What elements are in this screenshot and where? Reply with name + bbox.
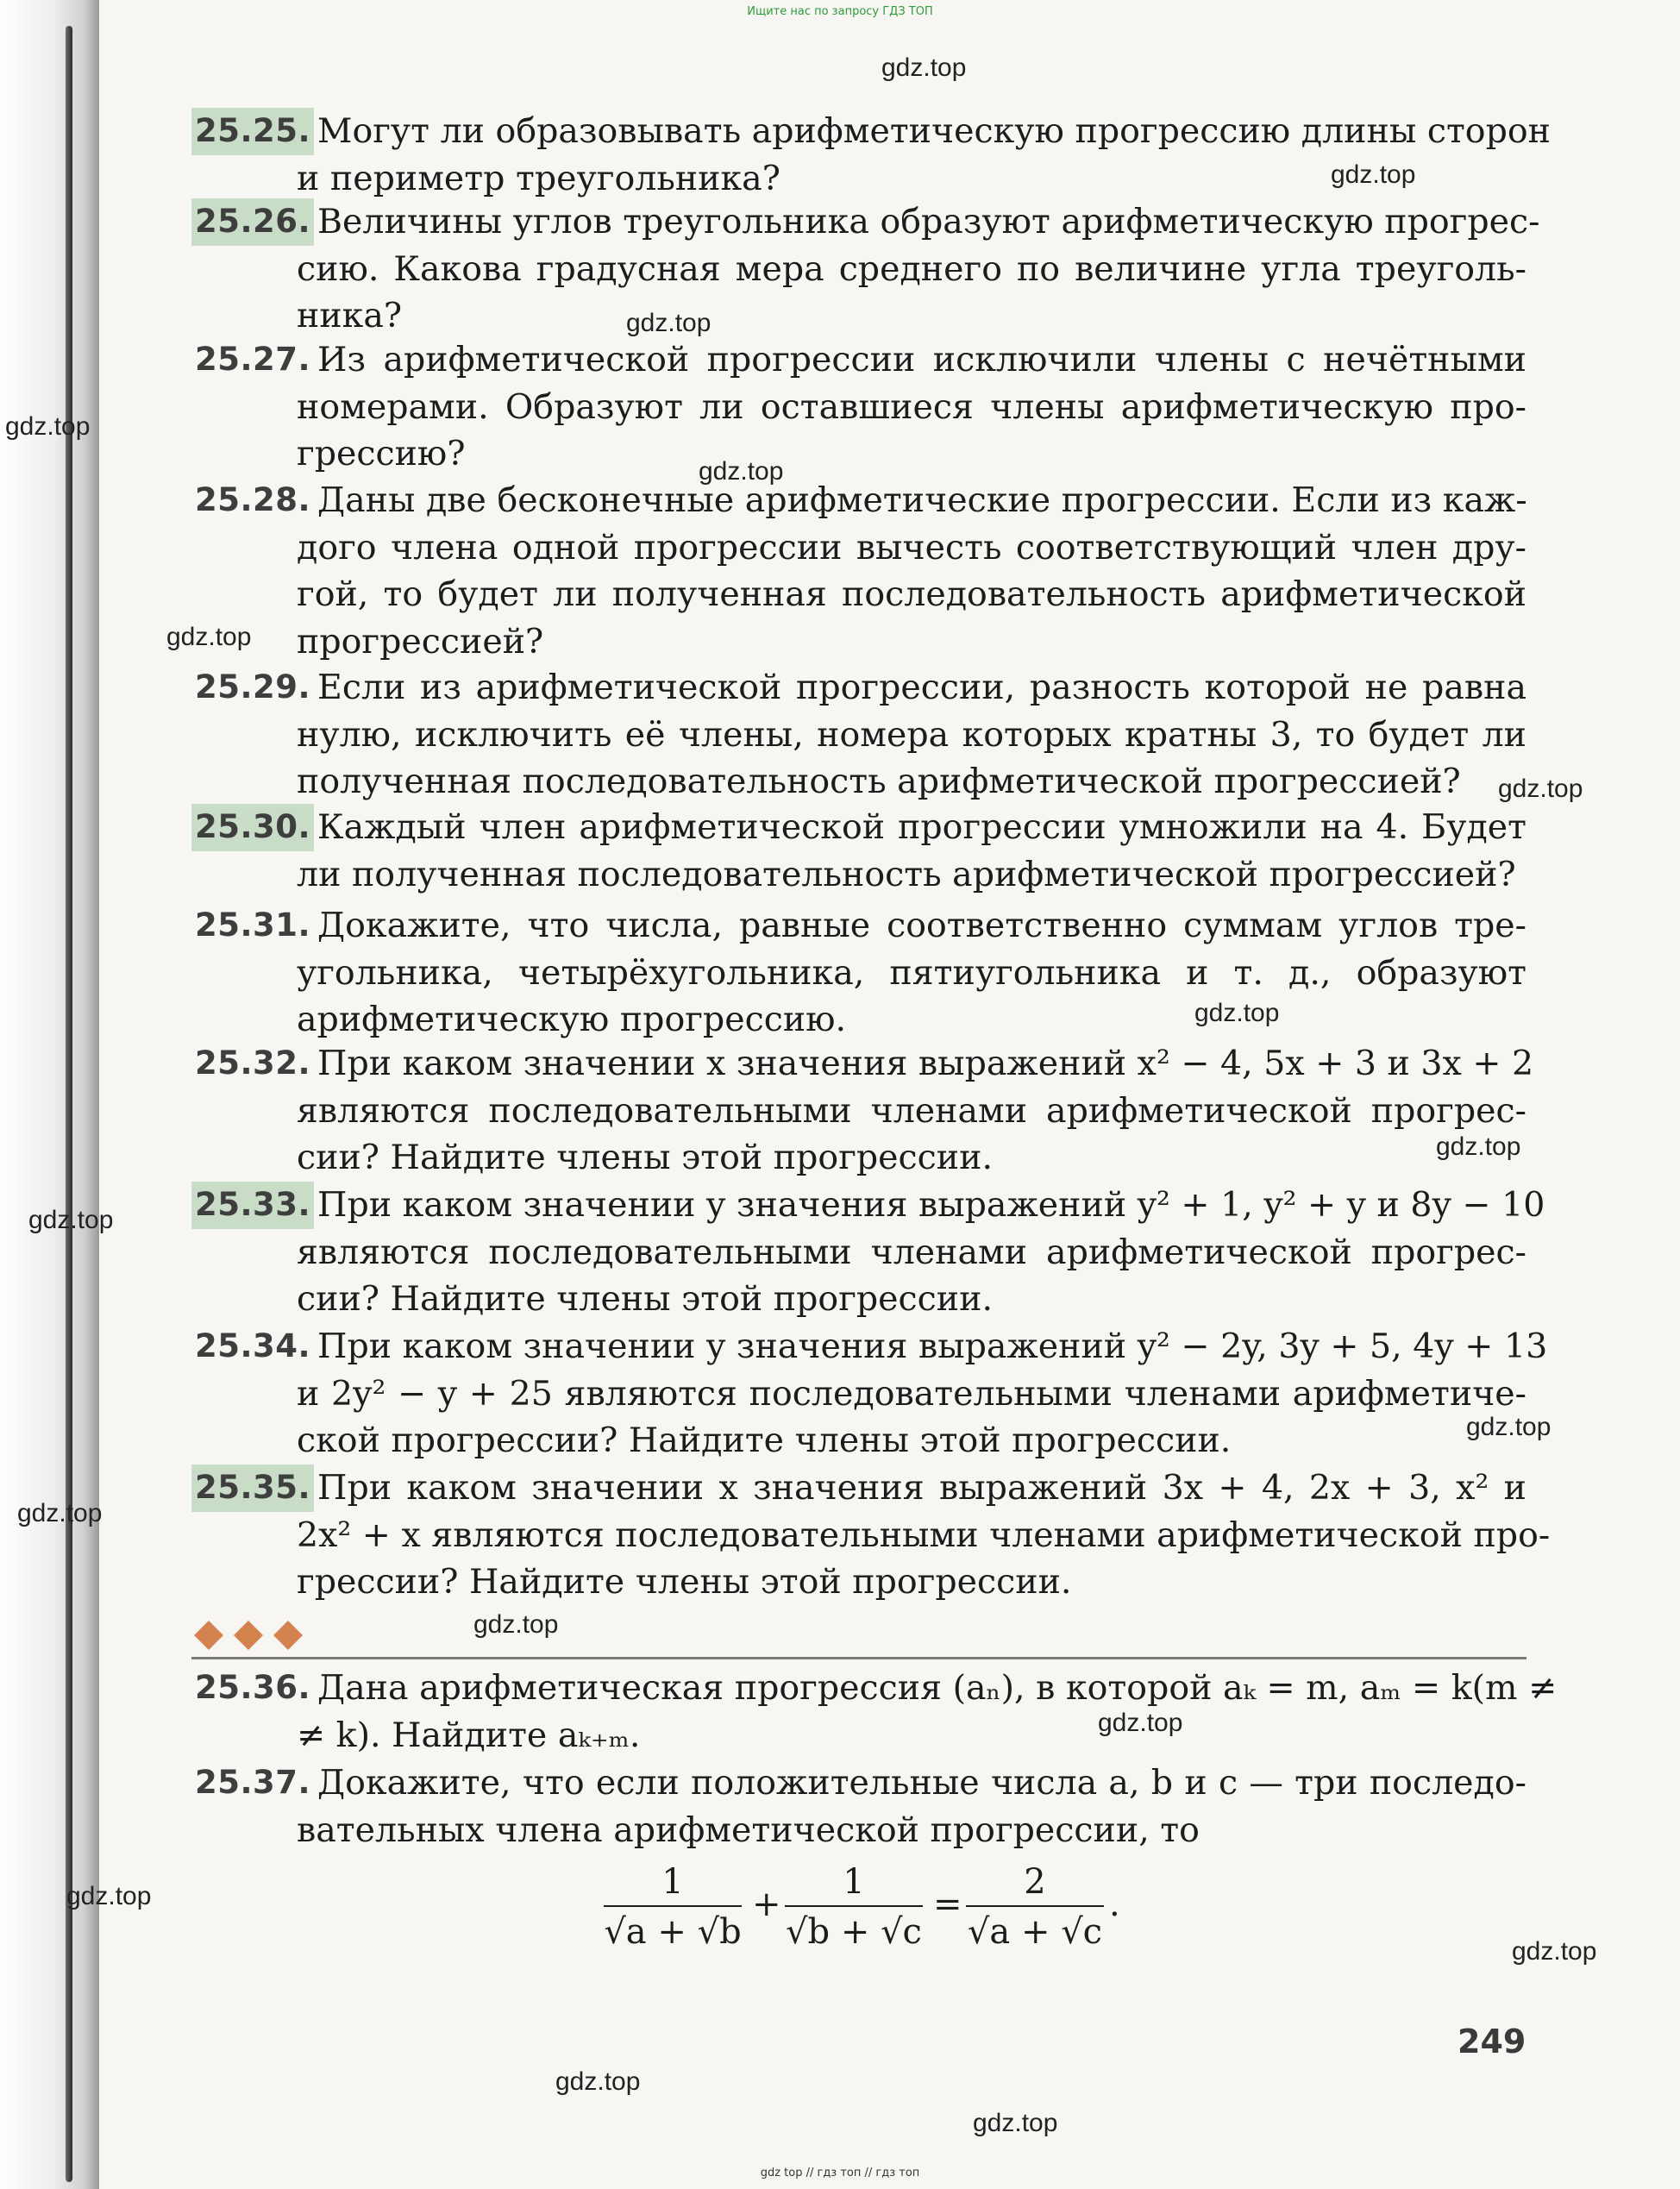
difficulty-diamonds: [195, 1620, 307, 1654]
problem-text-line: грессию?: [297, 434, 466, 474]
problem-text-line: При каком значении y значения выражений y² − 2y, 3y + 5, 4y + 13: [317, 1327, 1548, 1366]
watermark: gdz.top: [28, 1206, 114, 1234]
problem-25-31: [191, 902, 1526, 1044]
problem-25-37: [191, 1759, 1526, 1853]
problem-text-line: Докажите, что числа, равные соответственно суммам углов тре-: [317, 906, 1526, 945]
problem-number: 25.37.: [195, 1764, 311, 1801]
problem-number: 25.25.: [191, 108, 314, 155]
problem-number: 25.32.: [195, 1044, 311, 1082]
watermark: gdz.top: [973, 2109, 1058, 2137]
problem-25-34: [191, 1323, 1548, 1465]
problem-text-line: номерами. Образуют ли оставшиеся члены арифметическую про-: [297, 386, 1526, 427]
problem-text-line: При каком значении x значения выражений 3x + 4, 2x + 3, x² и: [317, 1468, 1526, 1508]
watermark: gdz.top: [473, 1610, 559, 1639]
plus-sign: +: [752, 1885, 781, 1924]
problem-number: 25.28.: [195, 481, 311, 518]
fraction-3: [966, 1859, 1104, 1957]
watermark: gdz.top: [1436, 1132, 1521, 1161]
section-divider: [191, 1657, 1526, 1659]
problem-text-line: прогрессией?: [297, 621, 544, 662]
problem-number: 25.34.: [195, 1327, 311, 1364]
problem-25-30: [191, 804, 1526, 898]
problem-text-line: При каком значении x значения выражений x² − 4, 5x + 3 и 3x + 2: [317, 1044, 1534, 1083]
problem-text-line: гой, то будет ли полученная последовательность арифметической: [297, 574, 1526, 614]
problem-text-line: являются последовательными членами арифметической прогрес-: [297, 1232, 1526, 1272]
problem-25-25: [191, 108, 1551, 202]
problem-number: 25.33.: [191, 1182, 314, 1229]
diamond-icon: [234, 1621, 263, 1650]
problem-25-36: [191, 1665, 1558, 1759]
watermark: gdz.top: [555, 2067, 641, 2096]
watermark: gdz.top: [1512, 1937, 1597, 1966]
watermark: gdz.top: [17, 1499, 103, 1527]
problem-text-line: Величины углов треугольника образуют арифметическую прогрес-: [317, 202, 1540, 241]
problem-text-line: сии? Найдите члены этой прогрессии.: [297, 1138, 994, 1177]
watermark: gdz.top: [1194, 999, 1280, 1027]
problem-text-line: Могут ли образовывать арифметическую прогрессию длины сторон: [317, 111, 1551, 151]
problem-text-line: Из арифметической прогрессии исключили члены с нечётными: [317, 340, 1526, 379]
numerator: 1: [661, 1862, 684, 1902]
watermark: gdz.top: [1498, 775, 1583, 803]
problem-25-27: [191, 336, 1526, 478]
watermark: gdz.top: [699, 457, 784, 486]
problem-text-line: и 2y² − y + 25 являются последовательными членами арифметиче-: [297, 1373, 1526, 1414]
watermark: gdz.top: [166, 623, 252, 651]
problem-number: 25.26.: [191, 198, 314, 246]
problem-text-line: полученная последовательность арифметической прогрессией?: [297, 762, 1461, 801]
problem-text-line: При каком значении y значения выражений y² + 1, y² + y и 8y − 10: [317, 1185, 1545, 1225]
watermark: gdz.top: [1331, 160, 1416, 189]
problem-text-line: и периметр треугольника?: [297, 158, 780, 198]
watermark: gdz.top: [1466, 1413, 1551, 1441]
watermark: gdz.top: [881, 53, 967, 82]
watermark: gdz.top: [626, 309, 711, 337]
problem-number: 25.29.: [195, 668, 311, 706]
diamond-icon: [273, 1621, 303, 1650]
problem-text-line: сии? Найдите члены этой прогрессии.: [297, 1279, 994, 1319]
header-note: Ищите нас по запросу ГДЗ ТОП: [747, 5, 933, 18]
problem-text-line: Каждый член арифметической прогрессии умножили на 4. Будет: [317, 807, 1526, 847]
problem-text-line: 2x² + x являются последовательными членами арифметической про-: [297, 1515, 1551, 1555]
page-number: 249: [1457, 2023, 1526, 2060]
problem-text-line: Если из арифметической прогрессии, разность которой не равна: [317, 668, 1526, 707]
problem-text-line: угольника, четырёхугольника, пятиугольника и т. д., образуют: [297, 952, 1526, 993]
problem-text-line: грессии? Найдите члены этой прогрессии.: [297, 1562, 1072, 1602]
watermark: gdz.top: [1098, 1709, 1183, 1737]
binding-shadow: [66, 26, 72, 2182]
page-binding-edge: [0, 0, 99, 2189]
problem-text-line: ника?: [297, 296, 403, 336]
problem-text-line: арифметическую прогрессию.: [297, 1000, 847, 1039]
problem-number: 25.30.: [191, 804, 314, 851]
problem-text-line: дого члена одной прогрессии вычесть соответствующий член дру-: [297, 527, 1526, 568]
fraction-2: [785, 1859, 923, 1957]
problem-25-26: [191, 198, 1540, 340]
equals-sign: =: [933, 1885, 962, 1924]
footer-note: gdz top // гдз топ // гдз топ: [760, 2167, 920, 2180]
diamond-icon: [194, 1621, 223, 1650]
problem-text-line: вательных члена арифметической прогрессии, то: [297, 1810, 1200, 1850]
problem-number: 25.31.: [195, 906, 311, 944]
problem-25-33: [191, 1182, 1545, 1323]
problem-number: 25.35.: [191, 1465, 314, 1512]
numerator: 1: [843, 1862, 865, 1902]
formula: [604, 1859, 1207, 1962]
problem-text-line: являются последовательными членами арифметической прогрес-: [297, 1090, 1526, 1131]
problem-25-32: [191, 1040, 1534, 1182]
numerator: 2: [1024, 1862, 1046, 1902]
problem-25-35: [191, 1465, 1551, 1606]
problem-number: 25.27.: [195, 341, 311, 378]
denominator: √a + √b: [604, 1912, 742, 1952]
problem-text-line: ли полученная последовательность арифметической прогрессией?: [297, 854, 1516, 894]
problem-text-line: нулю, исключить её члены, номера которых кратны 3, то будет ли: [297, 714, 1526, 755]
problem-25-28: [191, 477, 1526, 665]
problem-text-line: сию. Какова градусная мера среднего по величине угла треуголь-: [297, 248, 1526, 289]
denominator: √b + √c: [786, 1912, 922, 1952]
period: .: [1109, 1885, 1120, 1924]
problem-25-29: [191, 664, 1526, 806]
fraction-1: [604, 1859, 742, 1957]
problem-number: 25.36.: [195, 1669, 311, 1706]
problem-text-line: Докажите, что если положительные числа a, b и c — три последо-: [317, 1763, 1526, 1803]
problem-text-line: ≠ k). Найдите aₖ₊ₘ.: [297, 1715, 641, 1755]
problem-text-line: Даны две бесконечные арифметические прогрессии. Если из каж-: [317, 480, 1527, 520]
watermark: gdz.top: [5, 412, 91, 441]
denominator: √a + √c: [967, 1912, 1103, 1952]
watermark: gdz.top: [66, 1882, 152, 1910]
problem-text-line: ской прогрессии? Найдите члены этой прогрессии.: [297, 1421, 1232, 1460]
problem-text-line: Дана арифметическая прогрессия (aₙ), в которой aₖ = m, aₘ = k(m ≠: [317, 1668, 1558, 1708]
